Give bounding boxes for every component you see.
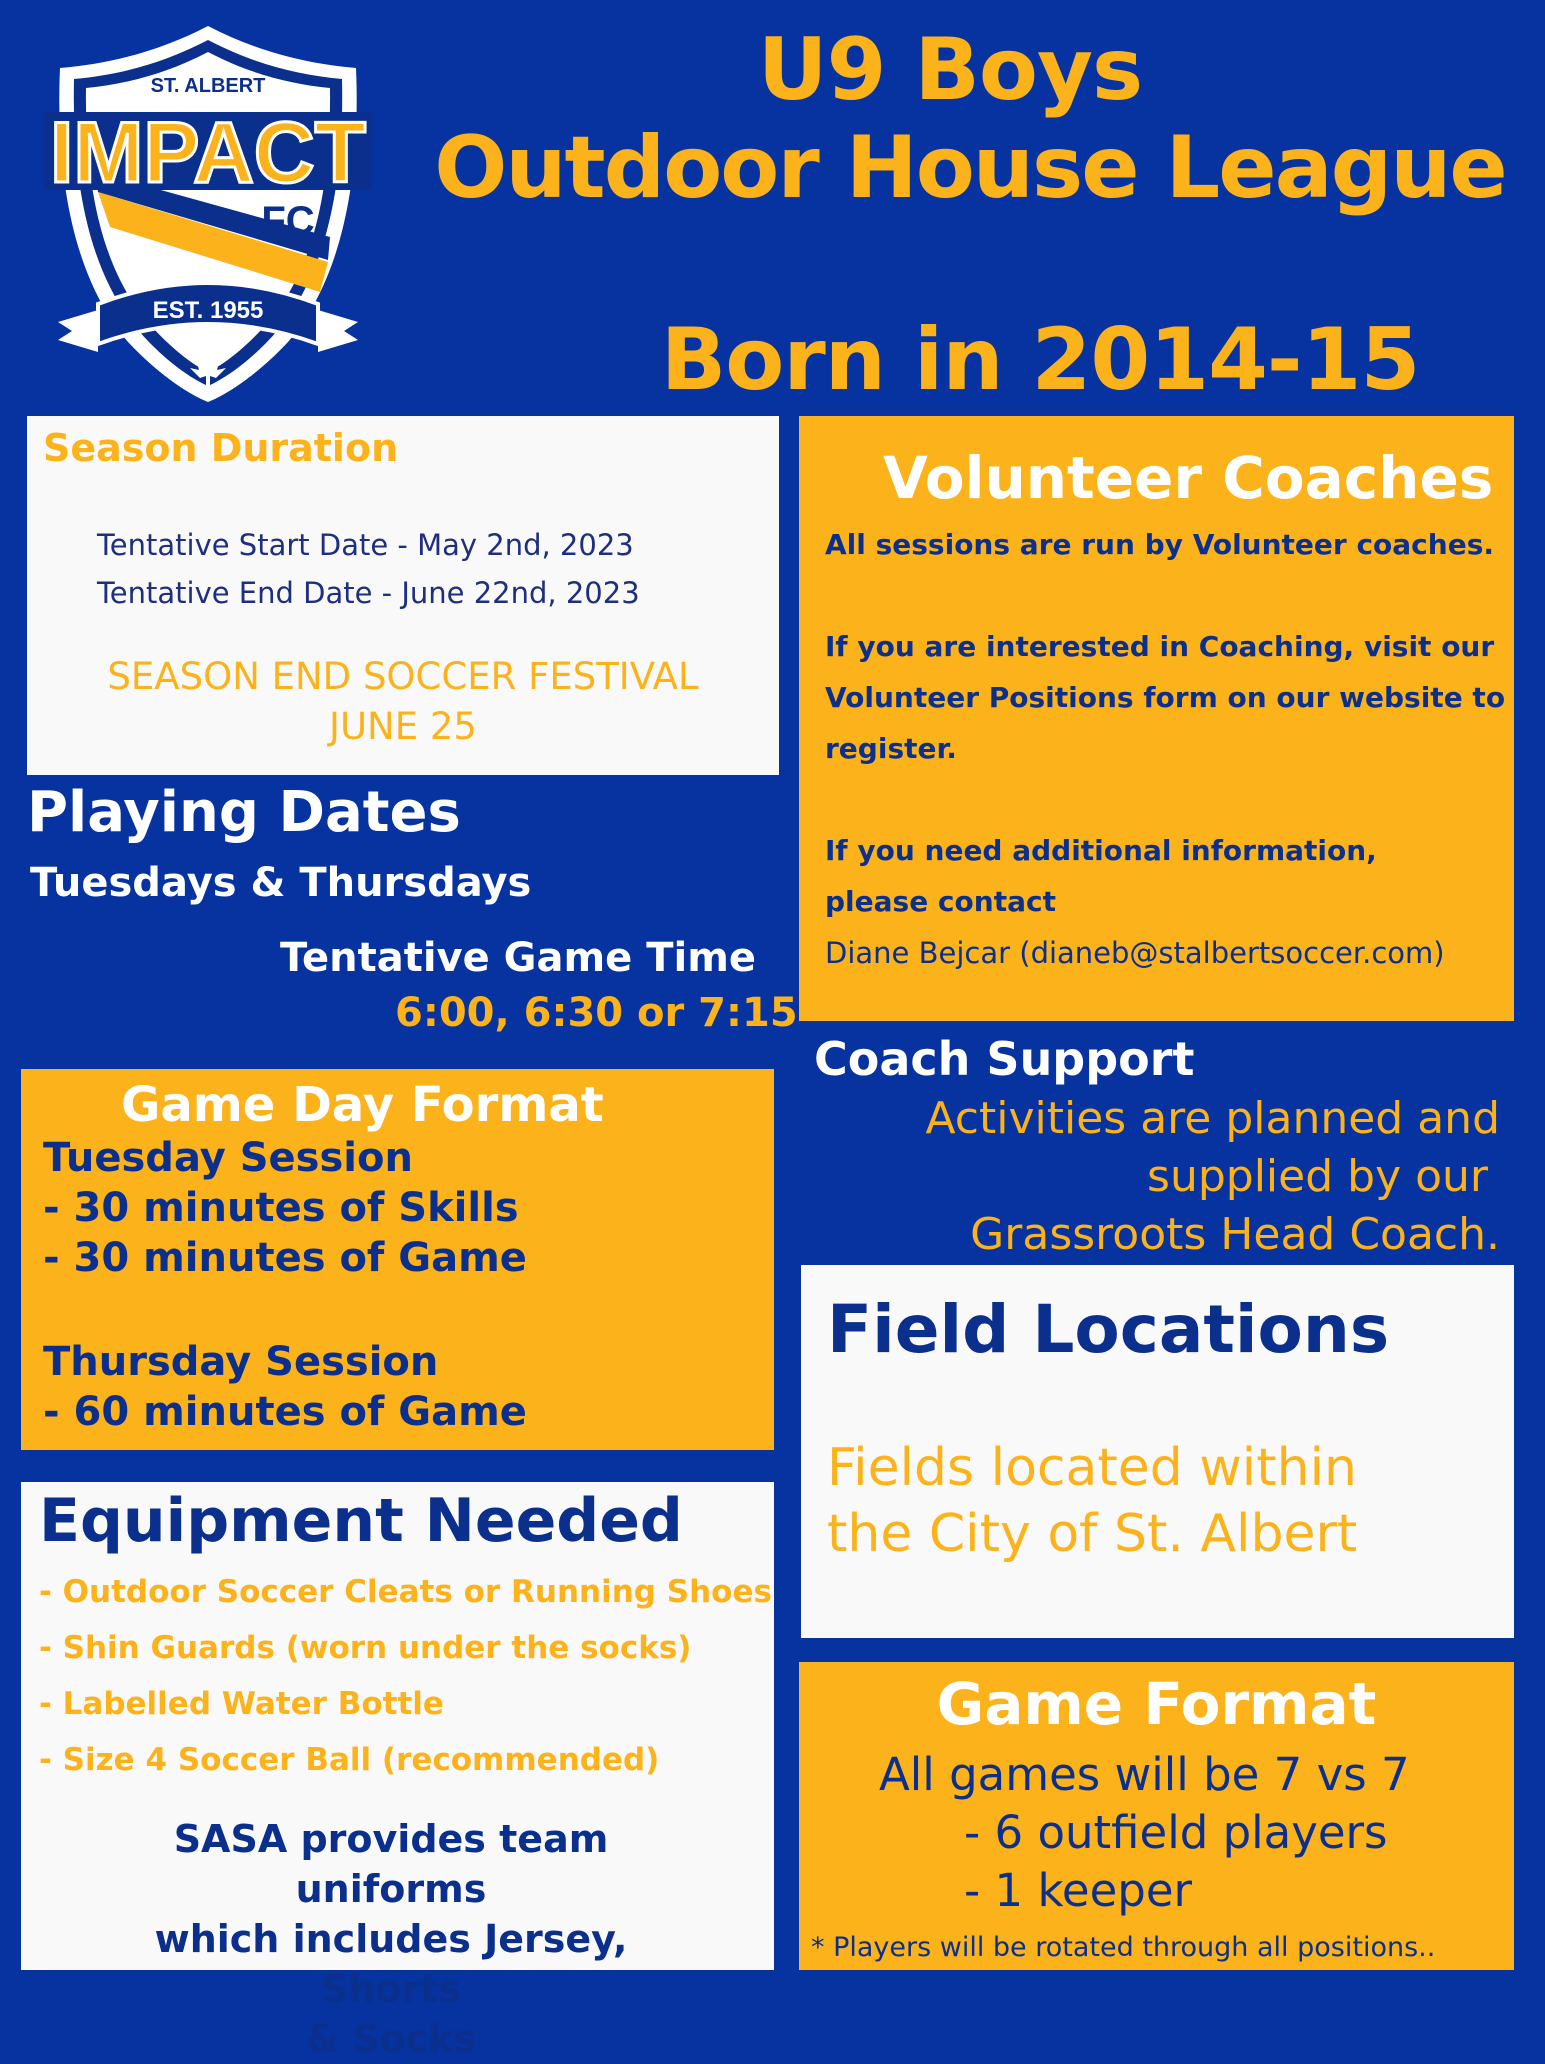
equipment-item: - Size 4 Soccer Ball (recommended) [39, 1742, 660, 1778]
volunteer-coaches-panel [799, 416, 1514, 1021]
contact-link[interactable]: Diane Bejcar (dianeb@stalbertsoccer.com) [825, 936, 1445, 970]
page-title-line-1: U9 Boys [757, 20, 1143, 120]
volunteer-coaches-heading: Volunteer Coaches [883, 444, 1494, 512]
coach-support-line-3: Grassroots Head Coach. [970, 1209, 1500, 1260]
field-locations-panel [801, 1265, 1514, 1638]
end-date-text: Tentative End Date - June 22nd, 2023 [97, 576, 640, 610]
field-line-2: the City of St. Albert [827, 1504, 1358, 1564]
tuesday-skills-line: - 30 minutes of Skills [43, 1185, 519, 1231]
festival-line-1: SEASON END SOCCER FESTIVAL [107, 655, 699, 698]
game-format-heading: Game Format [936, 1670, 1377, 1738]
thursday-session-label: Thursday Session [43, 1339, 439, 1385]
game-format-line-2: - 6 outfield players [964, 1806, 1388, 1859]
volunteer-text-line: please contact [825, 885, 1056, 918]
rotation-footnote: * Players will be rotated through all positions.. [811, 1932, 1436, 1963]
thursday-game-line: - 60 minutes of Game [43, 1389, 527, 1435]
tuesday-session-label: Tuesday Session [43, 1135, 413, 1181]
volunteer-text-line: All sessions are run by Volunteer coaches. [825, 528, 1495, 561]
coach-support-heading: Coach Support [814, 1032, 1195, 1086]
start-date-text: Tentative Start Date - May 2nd, 2023 [97, 528, 634, 562]
field-locations-heading: Field Locations [827, 1291, 1390, 1368]
tuesday-game-line: - 30 minutes of Game [43, 1235, 527, 1281]
playing-days-text: Tuesdays & Thursdays [30, 860, 532, 906]
logo-top-text: ST. ALBERT [150, 75, 266, 97]
logo-main-text: IMPACT [50, 105, 366, 201]
game-time-value: 6:00, 6:30 or 7:15 [395, 990, 798, 1036]
game-format-line-3: - 1 keeper [964, 1864, 1193, 1917]
volunteer-text-line: If you need additional information, [825, 834, 1377, 867]
equipment-item: - Shin Guards (worn under the socks) [39, 1630, 692, 1666]
game-day-format-panel [21, 1069, 774, 1450]
logo-sub-text: FC [261, 199, 315, 243]
volunteer-text-line: register. [825, 732, 957, 765]
game-day-format-heading: Game Day Format [121, 1077, 604, 1133]
logo-banner-text: EST. 1955 [152, 297, 264, 324]
volunteer-text-line: Volunteer Positions form on our website to [825, 681, 1506, 714]
equipment-item: - Outdoor Soccer Cleats or Running Shoes [39, 1574, 772, 1610]
coach-support-text [760, 1090, 1500, 1264]
season-duration-panel [27, 416, 779, 775]
field-line-1: Fields located within [827, 1438, 1358, 1498]
game-time-label: Tentative Game Time [280, 935, 757, 981]
equipment-panel [21, 1482, 774, 2061]
volunteer-text-line: If you are interested in Coaching, visit our [825, 630, 1495, 663]
uniform-note-line-1: SASA provides team uniforms [173, 1817, 609, 1911]
club-crest-logo [38, 22, 378, 407]
uniform-note-line-3: & Socks [305, 2017, 477, 2061]
page-title-line-3: Born in 2014-15 [660, 310, 1420, 410]
uniform-note-line-2: which includes Jersey, Shorts [154, 1917, 628, 2011]
playing-dates-heading: Playing Dates [27, 780, 461, 845]
festival-announcement [27, 652, 779, 752]
equipment-heading: Equipment Needed [39, 1486, 683, 1556]
field-locations-text [827, 1435, 1357, 1567]
season-duration-heading: Season Duration [43, 426, 399, 470]
page-title-line-2: Outdoor House League [434, 118, 1506, 218]
festival-line-2: JUNE 25 [329, 705, 477, 748]
equipment-item: - Labelled Water Bottle [39, 1686, 444, 1722]
coach-support-line-1: Activities are planned and [925, 1093, 1500, 1144]
uniform-note [81, 1814, 701, 2064]
game-format-line-1: All games will be 7 vs 7 [879, 1748, 1410, 1801]
coach-support-line-2: supplied by our [1147, 1151, 1488, 1202]
game-format-panel [799, 1662, 1514, 1970]
